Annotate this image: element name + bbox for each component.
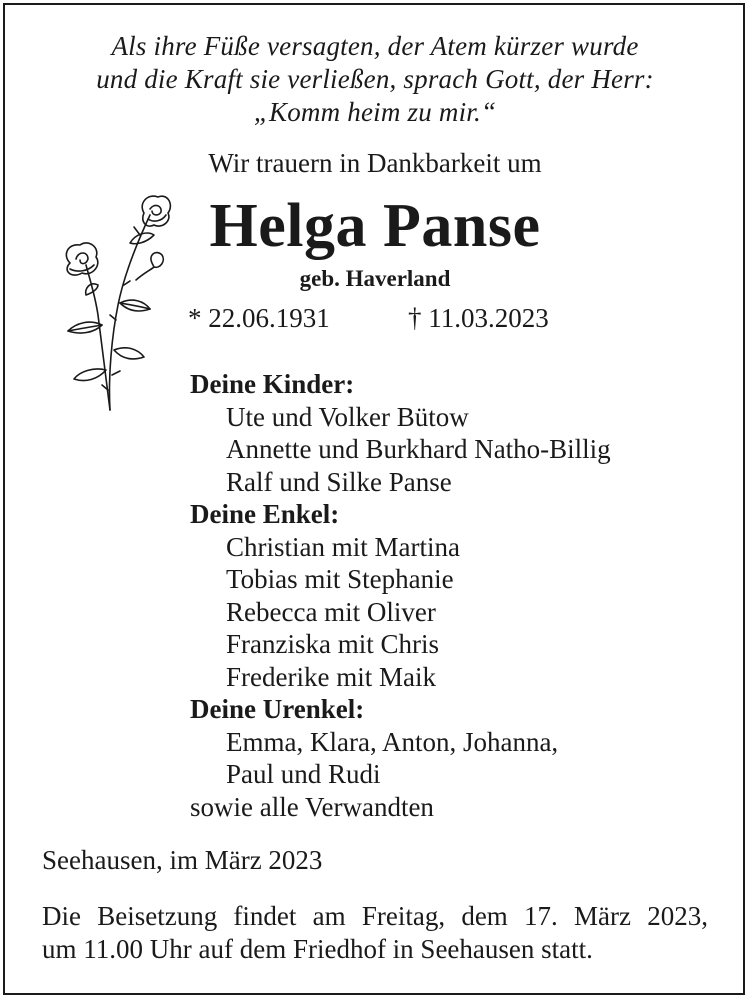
poem-line-2: und die Kraft sie verließen, sprach Gott, der Herr: [96, 64, 654, 94]
list-item: Ralf und Silke Panse [226, 466, 452, 497]
deceased-name: Helga Panse [209, 192, 541, 260]
list-item: Tobias mit Stephanie [226, 564, 454, 594]
children-heading: Deine Kinder: [190, 369, 355, 399]
maiden-name: geb. Haverland [299, 266, 451, 291]
mourning-intro: Wir trauern in Dankbarkeit um [208, 148, 542, 178]
list-item: Christian mit Martina [226, 531, 460, 562]
funeral-notice [42, 900, 708, 966]
list-item: Annette und Burkhard Natho-Billig [226, 434, 611, 464]
poem-line-3: „Komm heim zu mir.“ [253, 97, 497, 127]
death-date: † 11.03.2023 [408, 303, 549, 333]
list-item: Paul und Rudi [226, 759, 381, 789]
list-item: Rebecca mit Oliver [226, 596, 436, 627]
list-item: Emma, Klara, Anton, Johanna, [226, 726, 559, 757]
list-item: Franziska mit Chris [226, 629, 439, 659]
mourners-list [190, 368, 611, 823]
birth-date: * 22.06.1931 [188, 303, 330, 333]
list-item: Ute und Volker Bütow [226, 401, 469, 432]
grandchildren-heading: Deine Enkel: [190, 499, 340, 529]
funeral-line-1: Die Beisetzung findet am Freitag, dem 17. März 2023, [42, 901, 708, 931]
relatives-line: sowie alle Verwandten [190, 791, 434, 822]
poem-verse [0, 30, 750, 129]
place-date: Seehausen, im März 2023 [42, 845, 323, 875]
great-grandchildren-heading: Deine Urenkel: [190, 694, 365, 724]
list-item: Frederike mit Maik [226, 661, 436, 692]
poem-line-1: Als ihre Füße versagten, der Atem kürzer wurde [111, 31, 639, 61]
funeral-line-2: um 11.00 Uhr auf dem Friedhof in Seehausen statt. [42, 934, 593, 964]
